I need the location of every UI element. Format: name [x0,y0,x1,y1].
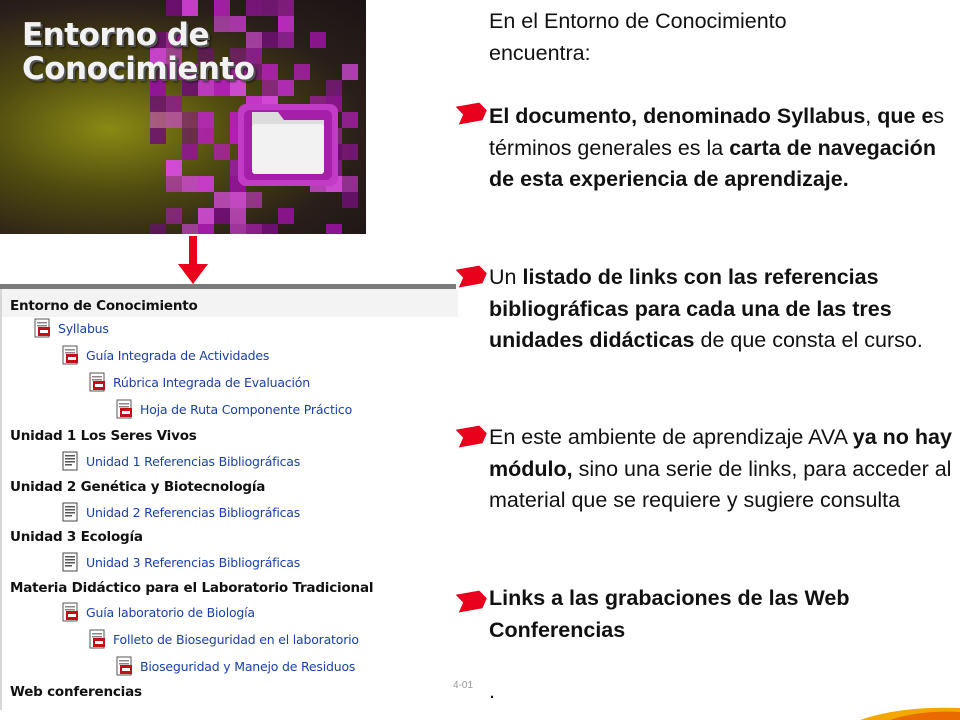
link-label[interactable]: Hoja de Ruta Componente Práctico [140,401,353,417]
pdf-icon [62,602,80,622]
intro-line-2: encuentra: [489,40,591,65]
folder-icon [238,96,338,186]
banner-pixel [214,208,230,224]
banner-pixel [198,112,214,128]
intro-line-1: En el Entorno de Conocimiento [489,9,787,33]
entorno-conocimiento-banner [0,0,366,234]
banner-pixel [198,128,214,144]
banner-pixel [198,224,214,234]
down-arrow-icon [176,236,210,286]
banner-pixel [166,176,182,192]
banner-pixel [182,128,198,144]
item-ava-text [489,422,954,517]
item3-text-2: sino una serie de links, para acceder al material que se requiere y sugiere consulta [489,456,952,512]
pdf-icon [116,399,134,419]
item3-bold-1: ya no hay módulo, [489,425,952,481]
item1-text-1: , [865,104,878,128]
link-guia-laboratorio[interactable] [62,602,255,622]
link-unidad-2-referencias[interactable] [62,502,300,522]
banner-pixel [182,144,198,160]
trailing-dot: . [489,679,495,703]
link-syllabus[interactable] [34,318,109,338]
banner-pixel [182,0,198,16]
pdf-icon [89,372,107,392]
link-bioseguridad-residuos[interactable] [116,656,355,676]
link-label[interactable]: Guía laboratorio de Biología [86,604,255,620]
document-icon [62,451,80,471]
document-icon [62,502,80,522]
link-label[interactable]: Unidad 2 Referencias Bibliográficas [86,504,301,520]
arrow-bullet-icon [455,98,489,128]
section-title-unidad-1: Unidad 1 Los Seres Vivos [10,428,197,444]
banner-pixel [342,112,358,128]
section-title-unidad-2: Unidad 2 Genética y Biotecnología [10,479,266,495]
item1-bold-3: carta de navegación de esta experiencia de aprendizaje. [489,135,936,191]
banner-pixel [182,224,198,234]
banner-pixel [262,224,278,234]
banner-pixel [214,192,230,208]
banner-pixel [150,224,166,234]
banner-pixel [198,176,214,192]
banner-pixel [278,0,294,16]
banner-title [22,18,352,86]
banner-pixel [246,0,262,16]
item-syllabus-text [489,101,954,196]
footer-code: 4-01 [453,680,474,691]
banner-pixel [166,96,182,112]
banner-pixel [182,176,198,192]
intro-text [489,6,954,69]
banner-pixel [326,224,342,234]
banner-title-line1: Entorno de [22,17,210,53]
item-web-conferencias-text [489,583,954,646]
banner-pixel [262,0,278,16]
link-label[interactable]: Folleto de Bioseguridad en el laboratorio [113,631,359,647]
item2-text-2: de que consta el curso. [694,328,923,352]
pdf-icon [116,656,134,676]
corner-decoration [820,706,960,720]
item3-text-1: En este ambiente de aprendizaje AVA [489,425,853,449]
course-content-panel [0,289,458,710]
link-label[interactable]: Syllabus [58,320,109,336]
banner-pixel [166,160,182,176]
banner-pixel [230,224,246,234]
section-title-web-conferencias: Web conferencias [10,684,142,700]
link-label[interactable]: Unidad 3 Referencias Bibliográficas [86,554,301,570]
banner-pixel [198,208,214,224]
item2-text-1: Un [489,265,523,289]
banner-pixel [230,192,246,208]
banner-pixel [214,144,230,160]
banner-pixel [166,0,182,16]
pdf-icon [89,629,107,649]
section-title-unidad-3: Unidad 3 Ecología [10,529,143,545]
arrow-bullet-icon [455,421,489,451]
link-unidad-3-referencias[interactable] [62,552,300,572]
arrow-bullet-icon [455,261,489,291]
section-title-entorno: Entorno de Conocimiento [10,298,198,314]
pdf-icon [34,318,52,338]
arrow-bullet-icon [455,586,489,616]
item4-bold-1: Links a las grabaciones de las Web Conferencias [489,586,850,642]
link-label[interactable]: Bioseguridad y Manejo de Residuos [140,658,356,674]
banner-title-line2: Conocimiento [22,51,255,87]
item1-bold-1: El documento, denominado Syllabus [489,104,866,128]
item1-text-2: s términos generales es la [489,104,945,160]
item1-bold-2: que e [877,104,934,128]
banner-pixel [214,0,230,16]
document-icon [62,552,80,572]
banner-pixel [278,208,294,224]
banner-pixel [166,112,182,128]
banner-pixel [150,96,166,112]
banner-pixel [182,112,198,128]
item2-bold-1: listado de links con las referencias bibliográficas para cada una de las tres unidades didácticas [489,265,892,352]
link-label[interactable]: Guía Integrada de Actividades [86,347,270,363]
link-folleto-bioseguridad[interactable] [89,629,359,649]
banner-pixel [230,208,246,224]
link-label[interactable]: Unidad 1 Referencias Bibliográficas [86,453,301,469]
banner-pixel [342,144,358,160]
link-hoja-de-ruta[interactable] [116,399,352,419]
banner-pixel [150,112,166,128]
banner-pixel [150,128,166,144]
item-links-text [489,262,954,357]
pdf-icon [62,345,80,365]
banner-pixel [246,224,262,234]
link-label[interactable]: Rúbrica Integrada de Evaluación [113,374,310,390]
banner-pixel [342,192,358,208]
banner-pixel [246,192,262,208]
link-unidad-1-referencias[interactable] [62,451,300,471]
section-title-materia-didactico: Materia Didáctico para el Laboratorio Tradicional [10,580,374,596]
banner-pixel [342,176,358,192]
link-rubrica-integrada[interactable] [89,372,310,392]
banner-pixel [166,208,182,224]
link-guia-integrada[interactable] [62,345,269,365]
